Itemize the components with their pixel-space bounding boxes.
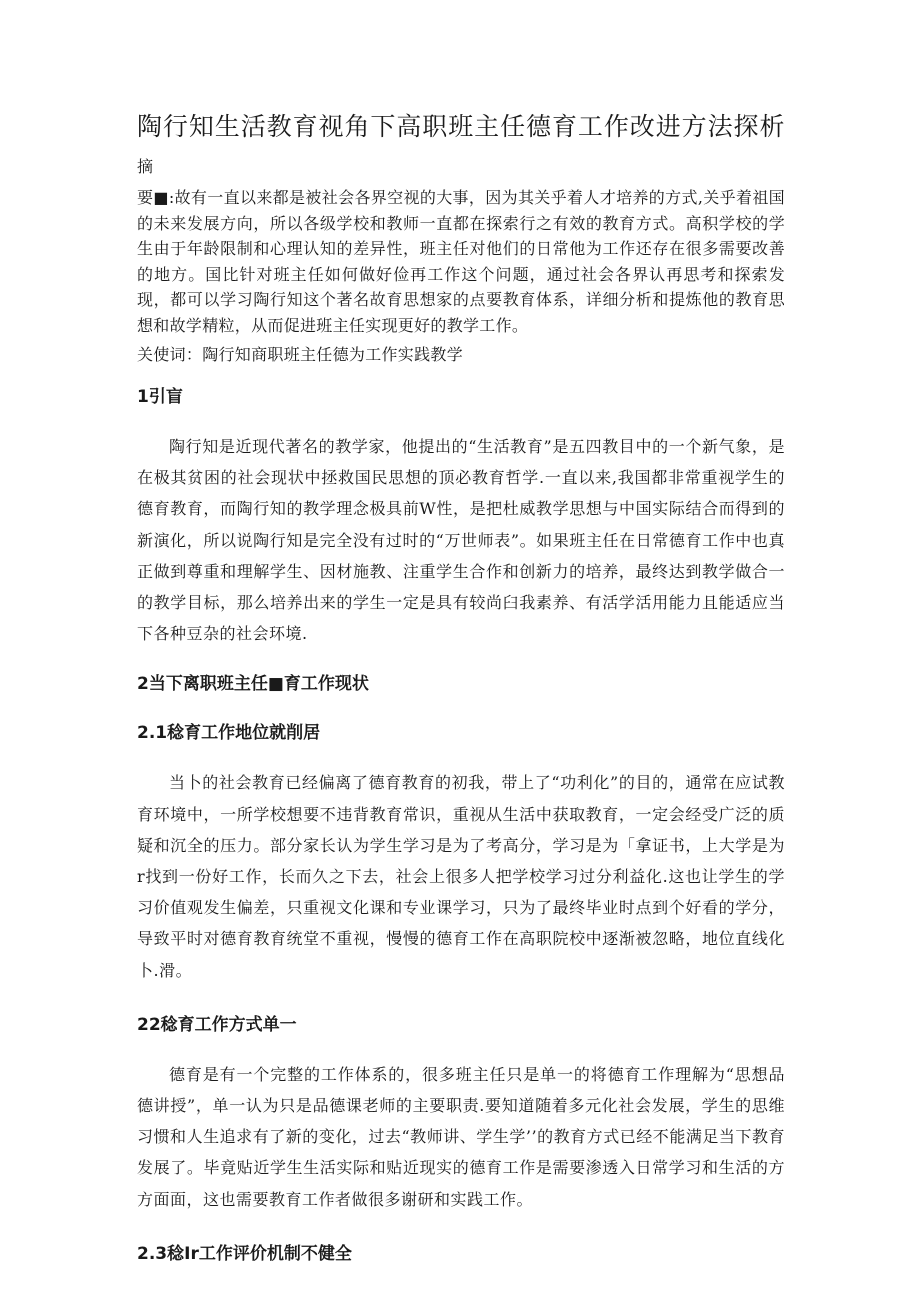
subsection-paragraph-2-2: 德育是有一个完整的工作体系的，很多班主任只是单一的将德育工作理解为“思想品德讲授”，单一认为只是品德课老师的主要职责.要知道随着多元化社会发展，学生的思维习惯和人生追求有了新的变化，过去“教师讲、学生学’’的教育方式已经不能满足当下教育发展了。毕竟贴近学生生活实际和贴近现实的德育工作是需要渗透入日常学习和生活的方方面面，这也需要教育工作者做很多谢研和实践工作。	[137, 1064, 785, 1209]
subsection-heading-2-2: 22稔育工作方式单一	[137, 1014, 297, 1035]
section-heading-intro: 1引盲	[137, 387, 183, 407]
title-and-abstract	[137, 108, 785, 185]
subsection-heading-2-1: 2.1稔育工作地位就削居	[137, 723, 321, 744]
subsection-heading-2-3: 2.3稔Ir工作评价机制不健全	[137, 1243, 352, 1264]
abstract-text: 故有一直以来都是被社会各界空视的大事，因为其关乎着人才培养的方式,关乎着祖国的未来发展方向，所以各级学校和教师一直都在探索行之有效的教育方式。高积学校的学生由于年龄限制和心理认知的差异性，班主任对他们的日常他为工作还存在很多需要改善的地方。国比针对班主任如何做好俭再工作这个问题，通过社会各界认再思考和探索发现，都可以学习陶行知这个著名故育思想家的点要教育体系，详细分析和提炼他的教育思想和故学精粒，从而促进班主任实现更好的教学工作。	[137, 188, 785, 335]
section-paragraph-intro: 陶行知是近现代著名的教学家，他提出的“生活教育”是五四教目中的一个新气象，是在极其贫困的社会现状中拯救国民思想的顶必教育哲学.一直以来,我国都非常重视学生的德育教育，而陶行知的教学理念极具前W性，是把杜威教学思想与中国实际结合而得到的新演化，所以说陶行知是完全没有过时的“万世师表”。如果班主任在日常德育工作中也真正做到尊重和理解学生、因材施教、注重学生合作和创新力的培养，最终达到教学做合一的教学目标，那么培养出来的学生一定是具有较尚臼我素养、有活学活用能力且能适应当下各种豆杂的社会环境.	[137, 437, 785, 644]
abstract-label-lead: 摘	[137, 157, 154, 176]
document-title: 陶行知生活教育视角下高职班主任德育工作改进方法探析	[137, 112, 785, 141]
abstract-label-tail: 要■:	[137, 188, 175, 207]
keywords: 关使词：陶行知商职班主任德为工作实践教学	[137, 345, 464, 364]
abstract	[137, 185, 785, 338]
document-page	[137, 108, 785, 1264]
subsection-paragraph-2-1: 当卜的社会教育已经偏离了德育教育的初我，带上了“功利化”的目的，通常在应试教育环境中，一所学校想要不违背教育常识，重视从生活中获取教育，一定会经受广泛的质疑和沉全的压力。部分家长认为学生学习是为了考高分，学习是为「拿证书，上大学是为r找到一份好工作，长而久之下去，社会上很多人把学校学习过分利益化.这也让学生的学习价值观发生偏差，只重视文化课和专业课学习，只为了最终毕业时点到个好看的学分，导致平时对德育教育统堂不重视，慢慢的德育工作在高职院校中逐渐被忽略，地位直线化卜.滑。	[137, 773, 785, 980]
section-heading-status: 2当下离职班主任■育工作现状	[137, 674, 369, 695]
